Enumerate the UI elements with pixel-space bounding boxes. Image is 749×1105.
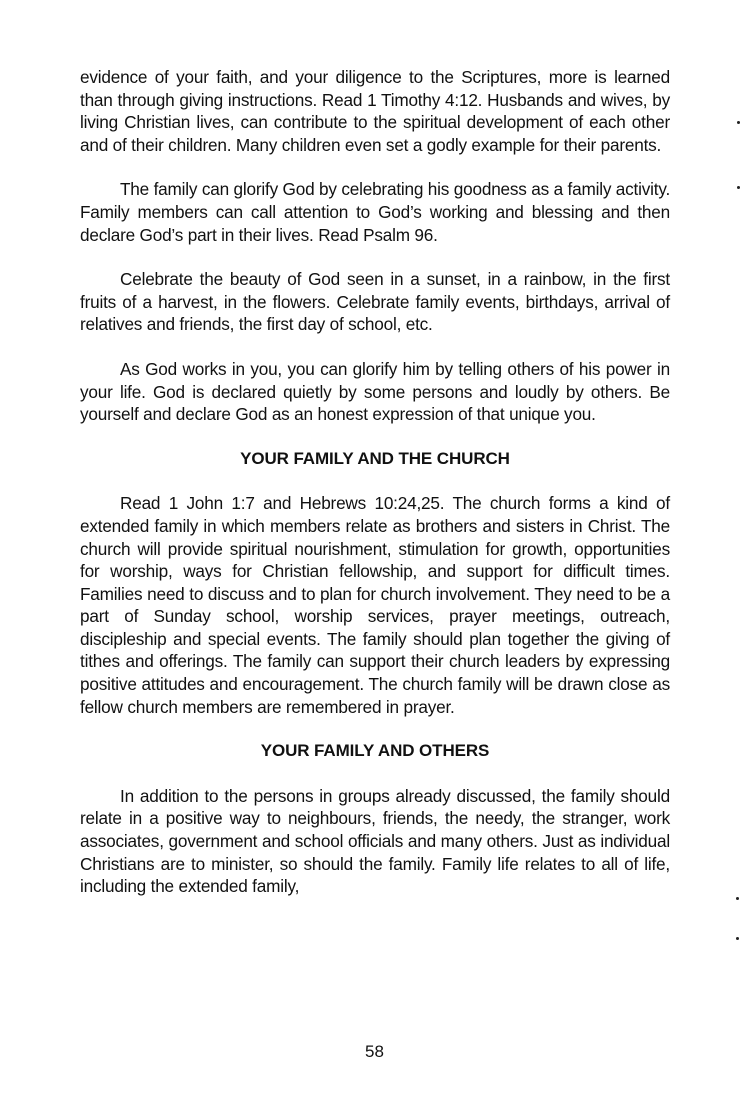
scan-speck — [737, 186, 740, 189]
paragraph-2: The family can glorify God by celebrating his goodness as a family activity. Family members can call attention to God’s working and blessing and then declare God’s part in their lives. Read Psalm 96. — [80, 179, 671, 245]
paragraph-1: evidence of your faith, and your diligence to the Scriptures, more is learned than through giving instructions. Read 1 Timothy 4:12. Husbands and wives, by living Christian lives, can contribute to the spiritual development of each other and of their children. Many children even set a godly example for their parents. — [80, 67, 670, 155]
paragraph-5: Read 1 John 1:7 and Hebrews 10:24,25. The church forms a kind of extended family in which members relate as brothers and sisters in Christ. The church will provide spiritual nourishment, stimulation for growth, opportunities for worship, ways for Christian fellowship, and support for difficult times. Families need to discuss and to plan for church involvement. They need to be a part of Sunday school, worship services, prayer meetings, outreach, discipleship and special events. The family should plan together the giving of tithes and offerings. The family can support their church leaders by expressing positive attitudes and encouragement. The church family will be drawn close as fellow church members are remembered in prayer. — [80, 493, 670, 717]
paragraph-3: Celebrate the beauty of God seen in a sunset, in a rainbow, in the first fruits of a harvest, in the flowers. Celebrate family events, birthdays, arrival of relatives and friends, the first day of school, etc. — [80, 269, 670, 335]
scan-speck — [736, 897, 739, 900]
paragraph-4: As God works in you, you can glorify him by telling others of his power in your life. God is declared quietly by some persons and loudly by others. Be yourself and declare God as an honest expression of that unique you. — [80, 358, 670, 425]
page-body — [80, 66, 670, 898]
scan-speck — [737, 121, 740, 124]
page-number: 58 — [365, 1042, 384, 1061]
heading-family-and-others: YOUR FAMILY AND OTHERS — [260, 741, 490, 761]
heading-family-and-church: YOUR FAMILY AND THE CHURCH — [240, 448, 510, 468]
paragraph-6: In addition to the persons in groups already discussed, the family should relate in a positive way to neighbours, friends, the needy, the stranger, work associates, government and school officials and many others. Just as individual Christians are to minister, so should the family. Family life relates to all of life, including the extended family, — [80, 785, 670, 897]
scan-speck — [736, 937, 739, 940]
